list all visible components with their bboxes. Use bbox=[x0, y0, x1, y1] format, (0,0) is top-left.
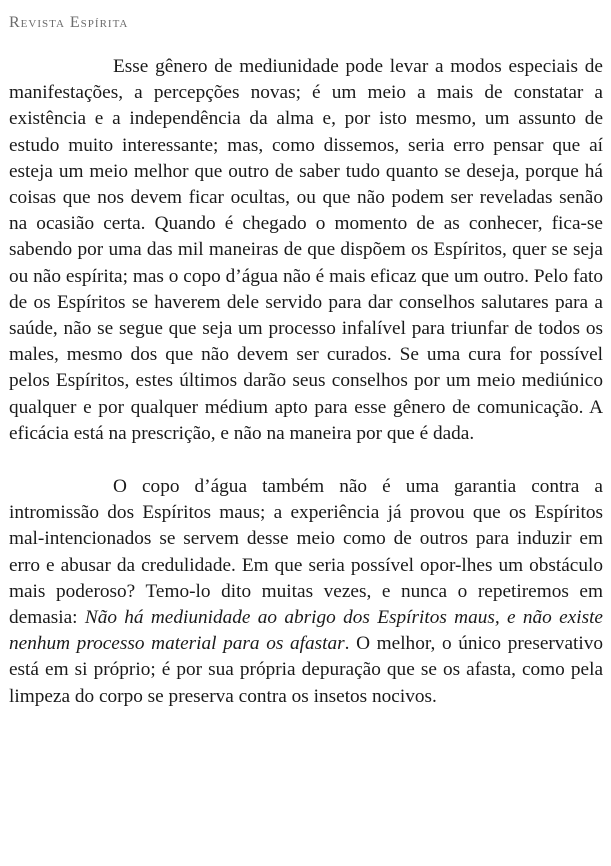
paragraph-2-emphasis: Não há mediunidade ao abrigo dos Espíritos maus, e não existe nenhum processo material para os afastar bbox=[9, 607, 603, 655]
body-paragraph-2 bbox=[9, 474, 603, 710]
running-header-title: Revista Espírita bbox=[9, 14, 129, 31]
paragraph-2-text-start: O copo d’água também não é uma garantia contra a intromissão dos Espíritos maus; a experiência já provou que os Espíritos mal-intencionados se servem desse meio como de outros para induzir em erro e abusar da credulidade. Em que seria possível opor-lhes um obstáculo mais poderoso? Temo-lo dito muitas vezes, e nunca o repetiremos em demasia: bbox=[9, 476, 603, 629]
paragraph-2-text-end: . O melhor, o único preservativo está em si próprio; é por sua própria depuração que se os afasta, como pela limpeza do corpo se preserva contra os insetos nocivos. bbox=[9, 633, 603, 707]
document-page bbox=[9, 0, 603, 710]
body-paragraph-1: Esse gênero de mediunidade pode levar a modos especiais de manifestações, a percepções novas; é um meio a mais de constatar a existência e a independência da alma e, por isto mesmo, um assunto de estudo muito interessante; mas, como dissemos, seria erro pensar que aí esteja um meio melhor que outro de saber tudo quanto se deseja, porque há coisas que nos devem ficar ocultas, ou que não podem ser reveladas senão na ocasião certa. Quando é chegado o momento de as conhecer, fica-se sabendo por uma das mil maneiras de que dispõem os Espíritos, quer se seja ou não espírita; mas o copo d’água não é mais eficaz que um outro. Pelo fato de os Espíritos se haverem dele servido para dar conselhos salutares para a saúde, não se segue que seja um processo infalível para triunfar de todos os males, mesmo dos que não devem ser curados. Se uma cura for possível pelos Espíritos, estes últimos darão seus conselhos por um meio mediúnico qualquer e por qualquer médium apto para esse gênero de comunicação. A eficácia está na prescrição, e não na maneira por que é dada. bbox=[9, 56, 603, 444]
running-header bbox=[9, 12, 603, 34]
